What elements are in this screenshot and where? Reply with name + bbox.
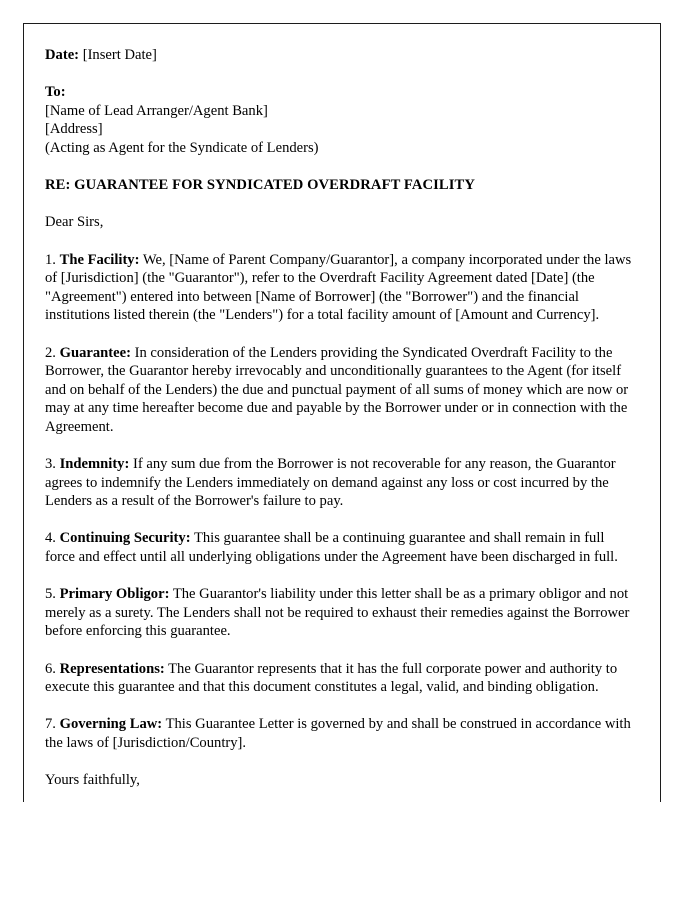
clause-label: Governing Law:	[59, 716, 163, 733]
clause-number: 7.	[45, 716, 56, 733]
clause-paragraph	[45, 529, 634, 566]
date-line	[45, 46, 634, 65]
closing-line: Yours faithfully,	[45, 772, 140, 789]
date-value: [Insert Date]	[82, 47, 157, 63]
clause-text: This guarantee shall be a continuing guarantee and shall remain in full force and effect until all underlying obligations under the Agreement have been discharged in full.	[45, 530, 618, 566]
recipient-block	[45, 83, 634, 157]
clause-paragraph	[45, 251, 634, 325]
clause-text: This Guarantee Letter is governed by and shall be construed in accordance with the laws of [Jurisdiction/Country].	[45, 716, 631, 751]
spacer-clause-4	[45, 567, 634, 586]
spacer-clause-1	[45, 325, 634, 344]
spacer-after-subject	[45, 195, 634, 214]
document-body	[24, 24, 660, 790]
spacer-after-salutation	[45, 232, 634, 251]
clause-label: Guarantee:	[59, 344, 131, 361]
clause-paragraph	[45, 585, 634, 641]
spacer-clause-2	[45, 436, 634, 455]
clause-text: In consideration of the Lenders providing the Syndicated Overdraft Facility to the Borrower, the Guarantor hereby irrevocably and unconditionally guarantees to the Agent (for itself and on behalf of the Lenders) the due and punctual payment of all sums of money which are now or may at any time hereafter become due and payable by the Borrower under or in connection with the Agreement.	[45, 344, 629, 435]
clause-text: If any sum due from the Borrower is not recoverable for any reason, the Guarantor agrees to indemnify the Lenders immediately on demand against any loss or cost incurred by the Lenders as a result of the Borrower's failure to pay.	[45, 456, 616, 510]
clause-label: Continuing Security:	[59, 530, 191, 547]
to-label: To:	[45, 84, 66, 101]
subject-heading: RE: GUARANTEE FOR SYNDICATED OVERDRAFT FACILITY	[45, 177, 475, 194]
clause-paragraph	[45, 344, 634, 437]
document-page	[23, 23, 661, 802]
clause-number: 4.	[45, 530, 56, 547]
clause-label: Primary Obligor:	[59, 586, 170, 603]
clause-paragraph	[45, 660, 634, 697]
clause-paragraph	[45, 715, 634, 752]
clause-text: The Guarantor represents that it has the full corporate power and authority to execute this guarantee and that this document constitutes a legal, valid, and binding obligation.	[45, 660, 618, 696]
clause-label: Indemnity:	[59, 456, 130, 473]
clause-text: We, [Name of Parent Company/Guarantor], a company incorporated under the laws of [Jurisdiction] (the "Guarantor"), refer to the Overdraft Facility Agreement dated [Date] (the "Agreement") entered into between [Name of Borrower] (the "Borrower") and the financial institutions listed therein (the "Lenders") for a total facility amount of [Amount and Currency].	[45, 251, 632, 324]
salutation: Dear Sirs,	[45, 214, 104, 231]
clause-text: The Guarantor's liability under this letter shall be as a primary obligor and not merely as a surety. The Lenders shall not be required to exhaust their remedies against the Borrower before enforcing this guarantee.	[45, 586, 630, 640]
recipient-address: [Address]	[45, 121, 103, 138]
clause-number: 6.	[45, 660, 56, 677]
clause-number: 1.	[45, 251, 56, 268]
spacer-after-recipient	[45, 158, 634, 177]
clause-label: The Facility:	[59, 251, 140, 268]
clause-number: 5.	[45, 586, 56, 603]
clause-number: 3.	[45, 456, 56, 473]
spacer-clause-5	[45, 641, 634, 660]
clause-paragraph	[45, 455, 634, 511]
spacer-clause-7	[45, 753, 634, 772]
spacer-after-date	[45, 65, 634, 84]
spacer-clause-3	[45, 511, 634, 530]
recipient-capacity: (Acting as Agent for the Syndicate of Lenders)	[45, 139, 319, 156]
date-label: Date:	[45, 47, 80, 63]
clause-label: Representations:	[59, 660, 165, 677]
recipient-name: [Name of Lead Arranger/Agent Bank]	[45, 102, 268, 119]
spacer-clause-6	[45, 697, 634, 716]
clause-number: 2.	[45, 344, 56, 361]
